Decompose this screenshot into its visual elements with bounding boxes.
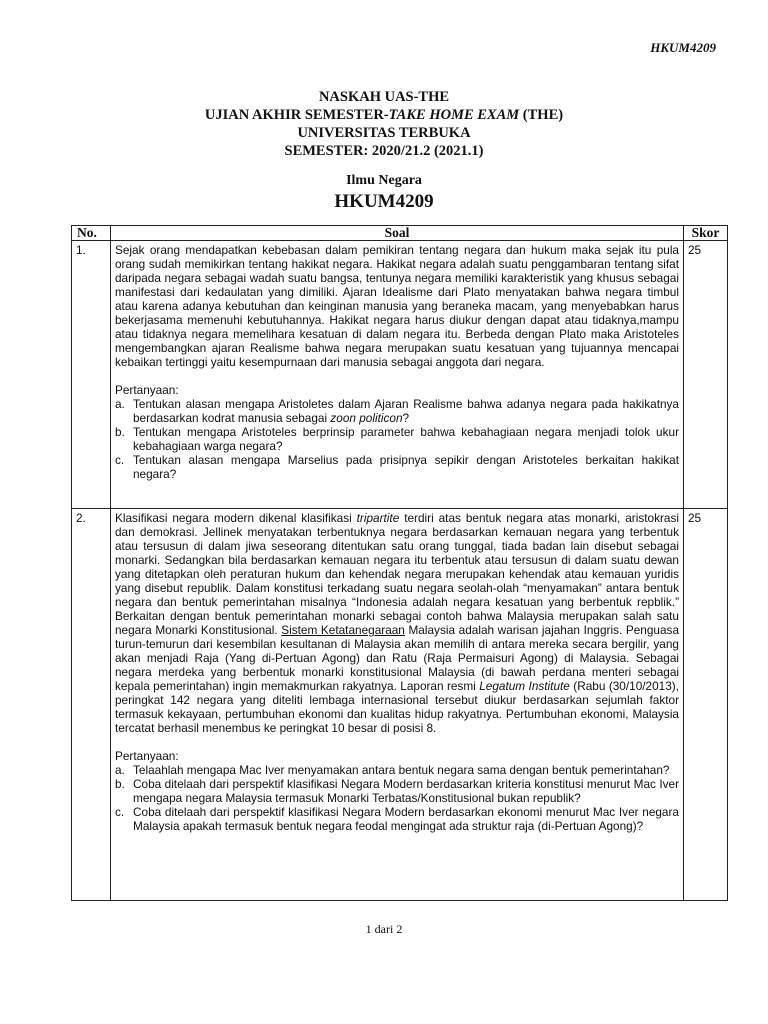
header-exam-type: UJIAN AKHIR SEMESTER-TAKE HOME EXAM (THE): [204, 107, 564, 123]
question-table: [71, 225, 728, 901]
sub-question-a: a. Telaahlah mengapa Mac Iver menyamakan antara bentuk negara sama dengan bentuk pemerintahan?: [115, 763, 670, 777]
question-content: [111, 509, 684, 901]
sub-question-list: [115, 397, 679, 481]
header-title: NASKAH UAS-THE: [318, 89, 450, 105]
question-score: 25: [684, 241, 728, 509]
question-number: 1.: [72, 241, 111, 509]
page-number: 1 dari 2: [365, 922, 403, 936]
question-number: 2.: [72, 509, 111, 901]
subject-block: [0, 172, 768, 213]
table-row: [72, 509, 728, 901]
question-score: 25: [684, 509, 728, 901]
sub-question-b: b. Coba ditelaah dari perspektif klasifikasi Negara Modern berdasarkan kriteria konstitusi menurut Mac Iver mengapa negara Malaysia termasuk Monarki Terbatas/Konstitusional bukan republik?: [115, 777, 679, 805]
question-paragraph: Sejak orang mendapatkan kebebasan dalam pemikiran tentang negara dan hukum maka sejak itu pula orang sudah memikirkan tentang hakikat negara. Hakikat negara adalah suatu penggambaran tentang sifat daripada negara sebagai wadah suatu bangsa, tentunya negara memiliki karakteristik yang khusus sebagai manifestasi dari kedaulatan yang dimiliki. Ajaran Idealisme dari Plato menyatakan bahwa negara timbul atau karena adanya kebutuhan dan keinginan manusia yang beraneka macam, yang menyebabkan harus bekerjasama memenuhi kebutuhannya. Hakikat negara harus diukur dengan dapat atau tidaknya,mampu atau tidaknya negara memelihara kesatuan di dalam negara itu. Berbeda dengan Plato maka Aristoteles mengembangkan ajaran Realisme bahwa negara merupakan suatu kesatuan yang tujuannya mencapai kebaikan tertinggi yaitu kesempurnaan dari manusia sebagai anggota dari negara.: [115, 243, 679, 369]
column-header-soal: Soal: [111, 226, 684, 241]
question-content: [111, 241, 684, 509]
sub-question-list: [115, 763, 679, 833]
document-code: HKUM4209: [650, 40, 716, 55]
subject-name: Ilmu Negara: [346, 173, 422, 188]
exam-header: [0, 88, 768, 160]
question-title: Pertanyaan:: [115, 383, 179, 397]
header-university: UNIVERSITAS TERBUKA: [297, 125, 471, 141]
table-header-row: [72, 226, 728, 241]
header-semester: SEMESTER: 2020/21.2 (2021.1): [284, 143, 484, 159]
sub-question-b: b. Tentukan mengapa Aristoteles berprinsip parameter bahwa kebahagiaan negara menjadi tolok ukur kebahagiaan warga negara?: [115, 425, 679, 453]
sub-question-a: a. Tentukan alasan mengapa Aristoletes dalam Ajaran Realisme bahwa adanya negara pada hakikatnya berdasarkan kodrat manusia sebagai zoon politicon?: [115, 397, 679, 425]
column-header-skor: Skor: [684, 226, 728, 241]
sub-question-c: c. Tentukan alasan mengapa Marselius pada prisipnya sepikir dengan Aristoteles berkaitan hakikat negara?: [115, 453, 679, 481]
sub-question-c: c. Coba ditelaah dari perspektif klasifikasi Negara Modern berdasarkan ekonomi menurut Mac Iver negara Malaysia apakah termasuk bentuk negara feodal mengingat ada struktur raja (di-Pertuan Agong)?: [115, 805, 679, 833]
subject-code: HKUM4209: [334, 191, 434, 212]
table-row: [72, 241, 728, 509]
question-title: Pertanyaan:: [115, 749, 179, 763]
column-header-no: No.: [72, 226, 111, 241]
question-paragraph: Klasifikasi negara modern dikenal klasifikasi tripartite terdiri atas bentuk negara atas monarki, aristokrasi dan demokrasi. Jellinek menyatakan terbentuknya negara berdasarkan kemauan negara yang terbentuk atau tersusun di dalam jiwa seseorang ditentukan satu orang tunggal, tiada badan lain disebut sebagai monarki. Sedangkan bila berdasarkan kemauan negara itu terbentuk atau tersusun di dalam suatu dewan yang ditetapkan oleh peraturan hukum dan kehendak negara merupakan kehendak atau kemauan yuridis yang disebut republik. Dalam konstitusi terkadang suatu negara seolah-olah “menyamakan” antara bentuk negara dan bentuk pemerintahan misalnya “Indonesia adalah negara kesatuan yang berbentuk repblik.” Berkaitan dengan bentuk pemerintahan monarki sebagai contoh bahwa Malaysia merupakan salah satu negara Monarki Konstitusional. Sistem Ketatanegaraan Malaysia adalah warisan jajahan Inggris. Penguasa turun-temurun dari kesembilan kesultanan di Malaysia akan memilih di antara mereka secara bergilir, yang akan menjadi Raja (Yang di-Pertuan Agong) dan Ratu (Raja Permaisuri Agong) di Malaysia. Sebagai negara merdeka yang berbentuk monarki konstitusional Malaysia (di bawah perdana menteri sebagai kepala pemerintahan) ingin memakmurkan rakyatnya. Laporan resmi Legatum Institute (Rabu (30/10/2013), peringkat 142 negara yang diteliti lembaga internasional tersebut diukur berdasarkan sejumlah faktor termasuk kekayaan, pertumbuhan ekonomi dan kualitas hidup rakyatnya. Pertumbuhan ekonomi, Malaysia tercatat berhasil menembus ke peringkat 10 besar di posisi 8.: [115, 511, 680, 735]
